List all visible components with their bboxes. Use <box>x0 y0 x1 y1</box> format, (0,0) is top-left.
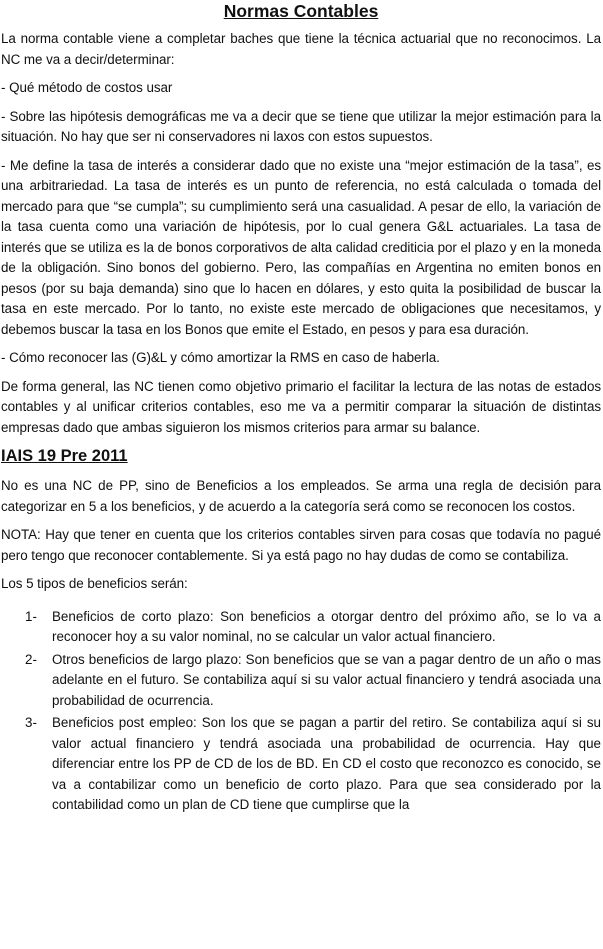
general-objective-paragraph: De forma general, las NC tienen como objetivo primario el facilitar la lectura de las notas de estados contables y al unificar criterios contables, eso me va a permitir comparar la situación de distintas empresas dado que ambas siguieron los mismos criterios para armar su balance. <box>1 378 601 435</box>
list-item <box>25 607 601 648</box>
list-item <box>25 650 601 712</box>
benefit-types-list <box>1 607 601 816</box>
section-intro-paragraph: No es una NC de PP, sino de Beneficios a los empleados. Se arma una regla de decisión para categorizar en 5 a los beneficios, y de acuerdo a la categoría será como se reconocen los costos. <box>1 478 601 514</box>
list-item-number: 2- <box>25 651 37 667</box>
bullet-cost-method: - Qué método de costos usar <box>1 80 173 95</box>
note-paragraph: NOTA: Hay que tener en cuenta que los criterios contables sirven para cosas que todavía no pagué pero tengo que reconocer contablemente. Si ya está pago no hay dudas de como se contabiliza. <box>1 527 601 563</box>
benefit-types-intro: Los 5 tipos de beneficios serán: <box>1 576 188 591</box>
bullet-gains-losses: - Cómo reconocer las (G)&L y cómo amortizar la RMS en caso de haberla. <box>1 350 440 365</box>
list-item <box>25 713 601 816</box>
document-title: Normas Contables <box>223 1 379 21</box>
list-item-number: 1- <box>25 608 37 624</box>
list-item-text: Otros beneficios de largo plazo: Son beneficios que se van a pagar dentro de un año o mas adelante en el futuro. Se contabiliza aquí si su valor actual financiero y tendrá asociada una probabilidad de ocurrencia. <box>52 651 601 708</box>
list-item-text: Beneficios post empleo: Son los que se pagan a partir del retiro. Se contabiliza aquí si su valor actual financiero y tendrá asociada una probabilidad de ocurrencia. Hay que diferenciar entre los PP de CD de los de BD. En CD el costo que reconozco es conocido, se va a contabilizar como un beneficio de corto plazo. Para que sea considerado por la contabilidad como un plan de CD tiene que cumplirse que la <box>52 715 601 812</box>
list-item-text: Beneficios de corto plazo: Son beneficios a otorgar dentro del próximo año, se lo va a reconocer hoy a su valor nominal, no se calcular un valor actual financiero. <box>52 608 601 644</box>
bullet-demographic-hypotheses: - Sobre las hipótesis demográficas me va a decir que se tiene que utilizar la mejor estimación para la situación. No hay que ser ni conservadores ni laxos con estos supuestos. <box>1 108 601 144</box>
intro-paragraph: La norma contable viene a completar baches que tiene la técnica actuarial que no reconocimos. La NC me va a decir/determinar: <box>1 31 601 67</box>
bullet-interest-rate: - Me define la tasa de interés a considerar dado que no existe una “mejor estimación de la tasa”, es una arbitrariedad. La tasa de interés es un punto de referencia, no está calculada o tomada del mercado para que “se cumpla”; su cumplimiento será una casualidad. A pesar de ello, la variación de la tasa cuenta como una variación de hipótesis, por lo cual genera G&L actuariales. La tasa de interés que se utiliza es la de bonos corporativos de alta calidad crediticia por el plazo y en la moneda de la obligación. Sino bonos del gobierno. Pero, las compañías en Argentina no emiten bonos en pesos (por su baja demanda) sino que lo hacen en dólares, y esto quita la posibilidad de buscar la tasa en este mercado. Por lo tanto, no existe este mercado de obligaciones que necesitamos, y debemos buscar la tasa en los Bonos que emite el Estado, en pesos y para esa duración. <box>1 157 601 337</box>
section-heading: IAIS 19 Pre 2011 <box>1 447 128 465</box>
list-item-number: 3- <box>25 715 37 730</box>
